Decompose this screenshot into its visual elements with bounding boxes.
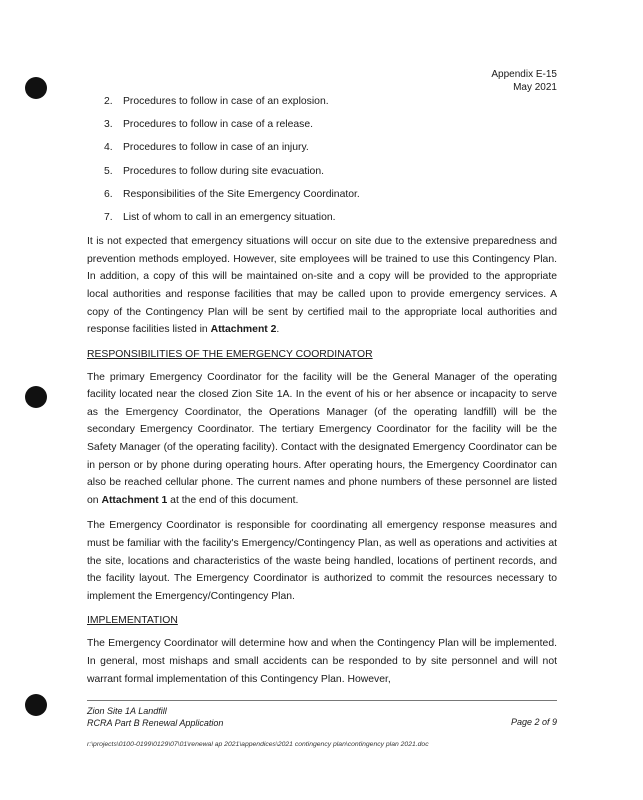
paragraph-implementation: The Emergency Coordinator will determine how and when the Contingency Plan will be implemented. In general, most mishaps and small accidents can be responded to by site personnel and will not warrant formal implementation of this Contingency Plan. However, (87, 638, 557, 685)
list-text: Procedures to follow in case of an explosion. (123, 96, 329, 107)
paragraph-coordinators (87, 369, 557, 510)
list-item (87, 164, 557, 187)
punch-hole (25, 386, 47, 408)
file-path: r:\projects\0100-0199\0129\07\01\renewal ap 2021\appendices\2021 contingency plan\contingency plan 2021.doc (87, 741, 429, 748)
document-body (87, 94, 557, 696)
list-text: Procedures to follow in case of an injury. (123, 142, 309, 154)
attachment-reference: Attachment 2 (210, 324, 277, 336)
appendix-label: Appendix E-15 (491, 69, 557, 80)
procedures-list (87, 94, 557, 233)
list-item (87, 117, 557, 140)
punch-hole (25, 77, 47, 99)
list-item (87, 140, 557, 163)
list-item (87, 187, 557, 210)
paragraph-text: The primary Emergency Coordinator for the facility will be the General Manager of the operating facility located near the closed Zion Site 1A. In the event of his or her absence or incapacity to serve as the Emergency Coordinator, the Operations Manager (of the operating landfill) will be the secondary Emergency Coordinator. The tertiary Emergency Coordinator for the facility will be the Safety Manager (of the operating facility). Contact with the designated Emergency Coordinator can be in person or by phone during operating hours. After operating hours, the Emergency Coordinator can also be reached cellular phone. The current names and phone numbers of these personnel are listed on (87, 371, 557, 506)
section-heading-implementation: IMPLEMENTATION (87, 615, 178, 627)
footer-application-name: RCRA Part B Renewal Application (87, 718, 224, 728)
footer-site-name: Zion Site 1A Landfill (87, 706, 167, 716)
list-number: 3. (104, 119, 113, 131)
list-number: 2. (104, 96, 113, 107)
paragraph-coordinator-duties: The Emergency Coordinator is responsible for coordinating all emergency response measures and must be familiar with the facility's Emergency/Contingency Plan, as well as operations and activities at the site, locations and characteristics of the waste being handled, locations of pertinent records, and the facility layout. The Emergency Coordinator is authorized to commit the resources necessary to implement the Emergency/Contingency Plan. (87, 520, 557, 602)
list-item (87, 94, 557, 117)
list-number: 7. (104, 211, 113, 223)
list-text: List of whom to call in an emergency situation. (123, 211, 336, 223)
attachment-reference: Attachment 1 (101, 494, 168, 506)
list-text: Procedures to follow in case of a release. (123, 119, 314, 131)
list-number: 6. (104, 188, 113, 200)
list-text: Procedures to follow during site evacuation. (123, 165, 324, 177)
list-item (87, 210, 557, 233)
section-heading-responsibilities: RESPONSIBILITIES OF THE EMERGENCY COORDINATOR (87, 348, 373, 360)
paragraph-tail: . (276, 324, 280, 336)
paragraph-contingency-training (87, 233, 557, 339)
footer-divider (87, 700, 557, 701)
page-header (491, 68, 557, 94)
footer-document-title (87, 705, 223, 729)
list-number: 5. (104, 165, 113, 177)
punch-hole (25, 694, 47, 716)
paragraph-tail: at the end of this document. (167, 494, 299, 506)
list-text: Responsibilities of the Site Emergency Coordinator. (123, 188, 360, 200)
page-number: Page 2 of 9 (510, 717, 557, 727)
list-number: 4. (104, 142, 113, 154)
header-date: May 2021 (513, 82, 557, 93)
paragraph-text: It is not expected that emergency situations will occur on site due to the extensive preparedness and prevention methods employed. However, site employees will be trained to use this Contingency Plan. In addition, a copy of this will be maintained on-site and a copy will be provided to the appropriate local authorities and response facilities that may be called upon to provide emergency services. A copy of the Contingency Plan will be sent by certified mail to the appropriate local authorities and response facilities listed in (87, 236, 557, 336)
